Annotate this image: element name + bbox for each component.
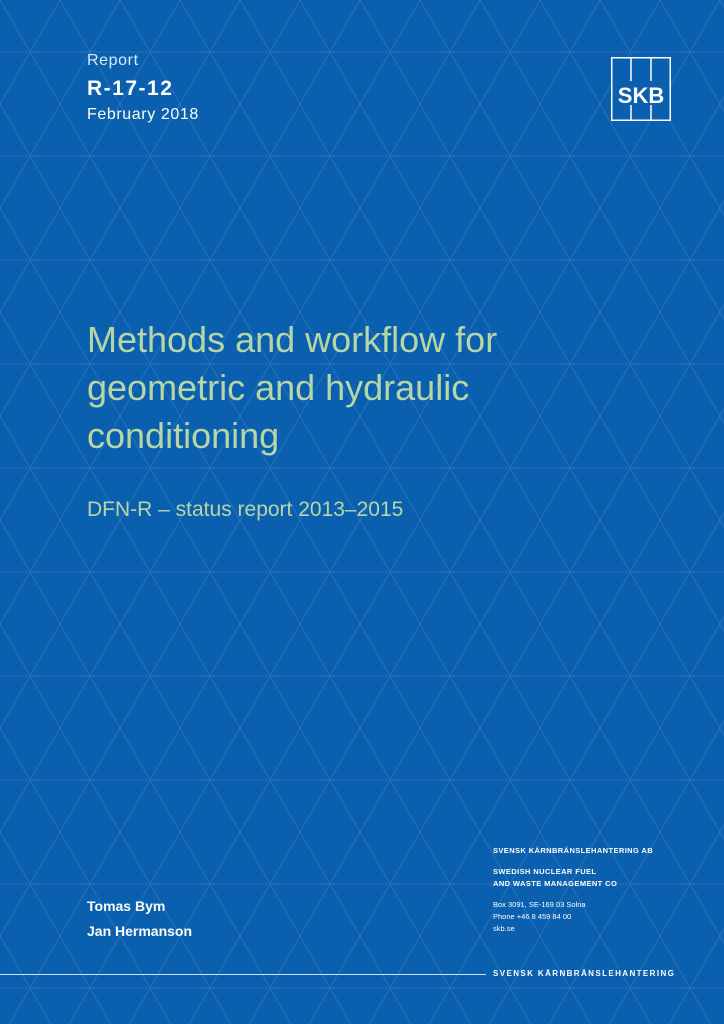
footer-divider [0,974,486,975]
author-name: Jan Hermanson [87,923,193,939]
title-line: conditioning [87,415,280,456]
title-line: geometric and hydraulic [87,367,470,408]
report-title [87,316,647,460]
company-name: SVENSK KÄRNBRÄNSLEHANTERING AB [493,846,654,855]
company-english-name: SWEDISH NUCLEAR FUEL [493,867,597,876]
company-info [493,845,653,935]
author-name: Tomas Bym [87,898,166,914]
footer-company-name: SVENSK KÄRNBRÄNSLEHANTERING [493,969,676,978]
report-number: R-17-12 [87,77,174,100]
company-english-name: AND WASTE MANAGEMENT CO [493,879,618,888]
report-date: February 2018 [87,106,199,123]
title-line: Methods and workflow for [87,319,498,360]
report-subtitle: DFN-R – status report 2013–2015 [87,498,404,521]
skb-logo-icon [611,57,671,121]
company-website: skb.se [493,924,515,933]
company-address: Box 3091, SE-169 03 Solna [493,900,586,909]
report-label: Report [87,52,139,69]
company-phone: Phone +46 8 459 84 00 [493,912,572,921]
author-list [87,898,192,948]
logo-text: SKB [617,83,665,108]
